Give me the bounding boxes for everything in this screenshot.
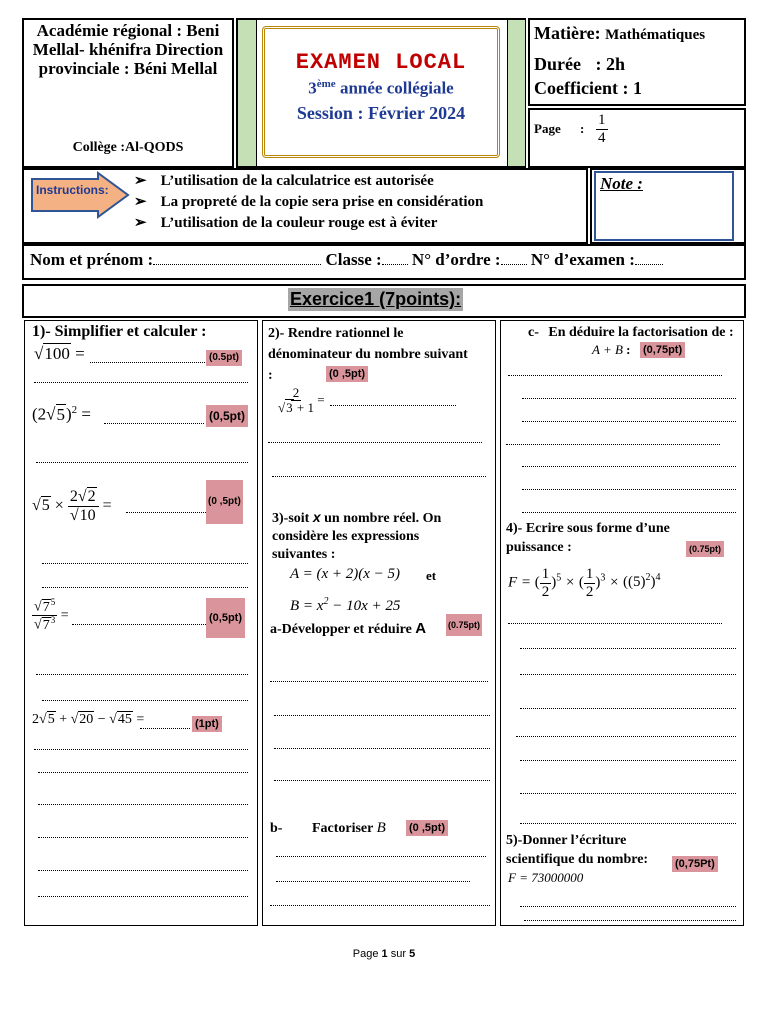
- answer-line[interactable]: [270, 681, 488, 682]
- duree-label: Durée: [534, 54, 581, 74]
- footer-sur: sur: [387, 948, 410, 960]
- answer-line[interactable]: [90, 362, 205, 363]
- nom-label: Nom et prénom :: [30, 250, 154, 269]
- answer-line[interactable]: [520, 793, 736, 794]
- q3-text-b: un nombre réel. On considère les expressions suivantes :: [272, 511, 442, 562]
- exam-title: EXAMEN LOCAL: [295, 50, 467, 75]
- page-label: [534, 121, 584, 137]
- expr-sqrt100: √100 =: [34, 344, 85, 363]
- expr-sum-roots: 2√5 + √20 − √45 =: [32, 712, 145, 727]
- answer-line[interactable]: [104, 423, 204, 424]
- page-label-text: Page: [534, 121, 561, 136]
- identity-line: [30, 250, 663, 270]
- instruction-item: ➢ L’utilisation de la calculatrice est autorisée: [134, 173, 434, 189]
- exercise-title: Exercice1 (7points):: [290, 289, 462, 309]
- variable-A: A: [415, 620, 427, 637]
- ordre-label: N° d’ordre :: [411, 250, 501, 269]
- coefficient: Coefficient : 1: [534, 78, 642, 98]
- college-name: Collège :Al-QODS: [72, 140, 184, 155]
- answer-line[interactable]: [520, 648, 736, 649]
- points-badge: (0,5pt): [206, 598, 245, 638]
- expr-F-power: F = ( $\frac{1}{2}$ )$^5$ × ( $\frac{1}{2}$ )$^3 \times ((5)^2)^4$: [508, 566, 661, 600]
- exam-level: [262, 78, 500, 99]
- answer-line[interactable]: [72, 624, 206, 625]
- et-label: et: [426, 568, 437, 583]
- answer-line[interactable]: [38, 896, 248, 897]
- answer-line[interactable]: [508, 623, 722, 624]
- q3-text-a: 3)-soit: [272, 511, 310, 526]
- footer-page-label: Page: [352, 948, 382, 960]
- answer-line[interactable]: [274, 715, 490, 716]
- page-fraction: [596, 112, 608, 146]
- page-footer: [0, 948, 768, 960]
- points-badge: (0 ,5pt): [206, 480, 243, 524]
- points-badge: (0 ,5pt): [406, 820, 448, 836]
- answer-line[interactable]: [38, 772, 248, 773]
- answer-line[interactable]: [522, 466, 736, 467]
- answer-line[interactable]: [522, 421, 736, 422]
- answer-line[interactable]: [34, 749, 248, 750]
- answer-line[interactable]: [520, 674, 736, 675]
- page-numerator: 1: [598, 112, 606, 128]
- ordre-field[interactable]: [501, 264, 527, 265]
- exam-session: Session : Février 2024: [296, 103, 466, 123]
- expr-square: $(2√5)^2$ =: [32, 404, 92, 424]
- answer-line[interactable]: [516, 736, 736, 737]
- answer-line[interactable]: [34, 382, 248, 383]
- qb-text: [270, 820, 386, 837]
- instruction-item: ➢ L’utilisation de la couleur rouge est à éviter: [134, 215, 438, 231]
- qc-text: [528, 323, 738, 343]
- points-badge: (0,75Pt): [672, 856, 718, 872]
- answer-line[interactable]: [276, 856, 486, 857]
- answer-line[interactable]: [522, 398, 736, 399]
- page-denominator: 4: [598, 129, 606, 146]
- q4-text: 4)- Ecrire sous forme d’une puissance :: [506, 521, 670, 555]
- variable-x: x: [312, 509, 321, 525]
- arrowhead-icon: ➢: [134, 173, 147, 189]
- answer-line[interactable]: [38, 837, 248, 838]
- answer-line[interactable]: [508, 375, 722, 376]
- answer-line[interactable]: [272, 476, 486, 477]
- answer-line[interactable]: [520, 906, 736, 907]
- matiere-value: Mathématiques: [605, 27, 706, 43]
- answer-line[interactable]: [36, 674, 248, 675]
- answer-line[interactable]: [520, 823, 736, 824]
- answer-line[interactable]: [268, 442, 482, 443]
- instructions-arrow-label: Instructions:: [36, 183, 109, 197]
- arrowhead-icon: ➢: [134, 194, 147, 210]
- qc-label: c-: [528, 325, 539, 340]
- answer-line[interactable]: [42, 587, 248, 588]
- expr-A: A = (x + 2)(x − 5): [290, 566, 401, 582]
- examen-label: N° d’examen :: [530, 250, 635, 269]
- classe-field[interactable]: [382, 264, 408, 265]
- page-colon: :: [579, 121, 585, 136]
- expr-A-plus-B: A + B :: [592, 342, 631, 357]
- answer-line[interactable]: [506, 444, 720, 445]
- answer-line[interactable]: [140, 728, 190, 729]
- points-badge: (0,75pt): [640, 342, 685, 358]
- expr-F-scientific: F = 73000000: [508, 870, 584, 885]
- answer-line[interactable]: [38, 870, 248, 871]
- duree-value: : 2h: [595, 54, 625, 74]
- answer-line[interactable]: [520, 760, 736, 761]
- instructions-list: [134, 171, 483, 234]
- points-badge: (0,5pt): [206, 405, 248, 427]
- qc-text-label: En déduire la factorisation de :: [548, 325, 734, 340]
- footer-page-total: 5: [409, 948, 416, 960]
- q5-text: 5)-Donner l’écriture scientifique du nombre:: [506, 833, 649, 867]
- answer-line[interactable]: [330, 405, 456, 406]
- points-badge: (0 ,5pt): [326, 366, 368, 382]
- qb-text-label: Factoriser: [311, 821, 374, 836]
- points-badge: (0.75pt): [446, 614, 482, 636]
- answer-line[interactable]: [276, 881, 470, 882]
- footer-page-number: 1: [381, 948, 388, 960]
- variable-B: B: [376, 820, 386, 836]
- expr-power-quotient: $\frac{√7^5}{√7^3}$ =: [34, 597, 69, 633]
- points-badge: (1pt): [192, 716, 222, 732]
- qb-label: b-: [270, 821, 283, 836]
- expr-product: √5 × $\frac{2√2}{√10}$ =: [32, 488, 112, 524]
- green-frame-left: [238, 20, 257, 166]
- q1-title: 1)- Simplifier et calculer :: [32, 323, 207, 340]
- qa-text: [270, 620, 426, 638]
- answer-line[interactable]: [524, 920, 736, 921]
- classe-label: Classe :: [325, 250, 382, 269]
- answer-line[interactable]: [38, 804, 248, 805]
- expr-B: $B = x^2 - 10x + 25$: [290, 596, 401, 614]
- academy-text: Académie régional : Beni Mellal- khénifra Direction provinciale : Béni Mellal: [32, 21, 224, 78]
- answer-line[interactable]: [522, 512, 736, 513]
- examen-field[interactable]: [635, 264, 663, 265]
- q3-text: [272, 508, 472, 564]
- points-badge: (0.75pt): [686, 541, 724, 557]
- level-number: 3: [308, 78, 317, 98]
- answer-line[interactable]: [270, 905, 490, 906]
- answer-line[interactable]: [36, 462, 248, 463]
- answer-line[interactable]: [274, 780, 490, 781]
- matiere: [534, 23, 705, 44]
- level-superscript: ème: [316, 78, 336, 90]
- answer-line[interactable]: [42, 563, 248, 564]
- instruction-item: ➢ La propreté de la copie sera prise en considération: [134, 194, 484, 210]
- expr-rationalize: $\frac{2}{√3 + 1}$ =: [278, 385, 325, 416]
- arrowhead-icon: ➢: [134, 215, 147, 231]
- level-rest: année collégiale: [335, 78, 454, 98]
- answer-line[interactable]: [520, 708, 736, 709]
- answer-line[interactable]: [522, 489, 736, 490]
- green-frame-right: [507, 20, 525, 166]
- answer-line[interactable]: [274, 748, 490, 749]
- duree: [534, 54, 625, 75]
- q2-text: 2)- Rendre rationnel le dénominateur du nombre suivant :: [268, 326, 468, 383]
- points-badge: (0.5pt): [206, 350, 242, 366]
- answer-line[interactable]: [126, 512, 206, 513]
- answer-line[interactable]: [42, 700, 248, 701]
- page-box: [528, 108, 746, 168]
- matiere-label: Matière:: [534, 23, 601, 43]
- radicand-100: 100: [44, 344, 70, 363]
- nom-field[interactable]: [153, 264, 321, 265]
- note-label: Note :: [600, 174, 643, 193]
- qa-label: a-Développer et réduire: [270, 622, 412, 637]
